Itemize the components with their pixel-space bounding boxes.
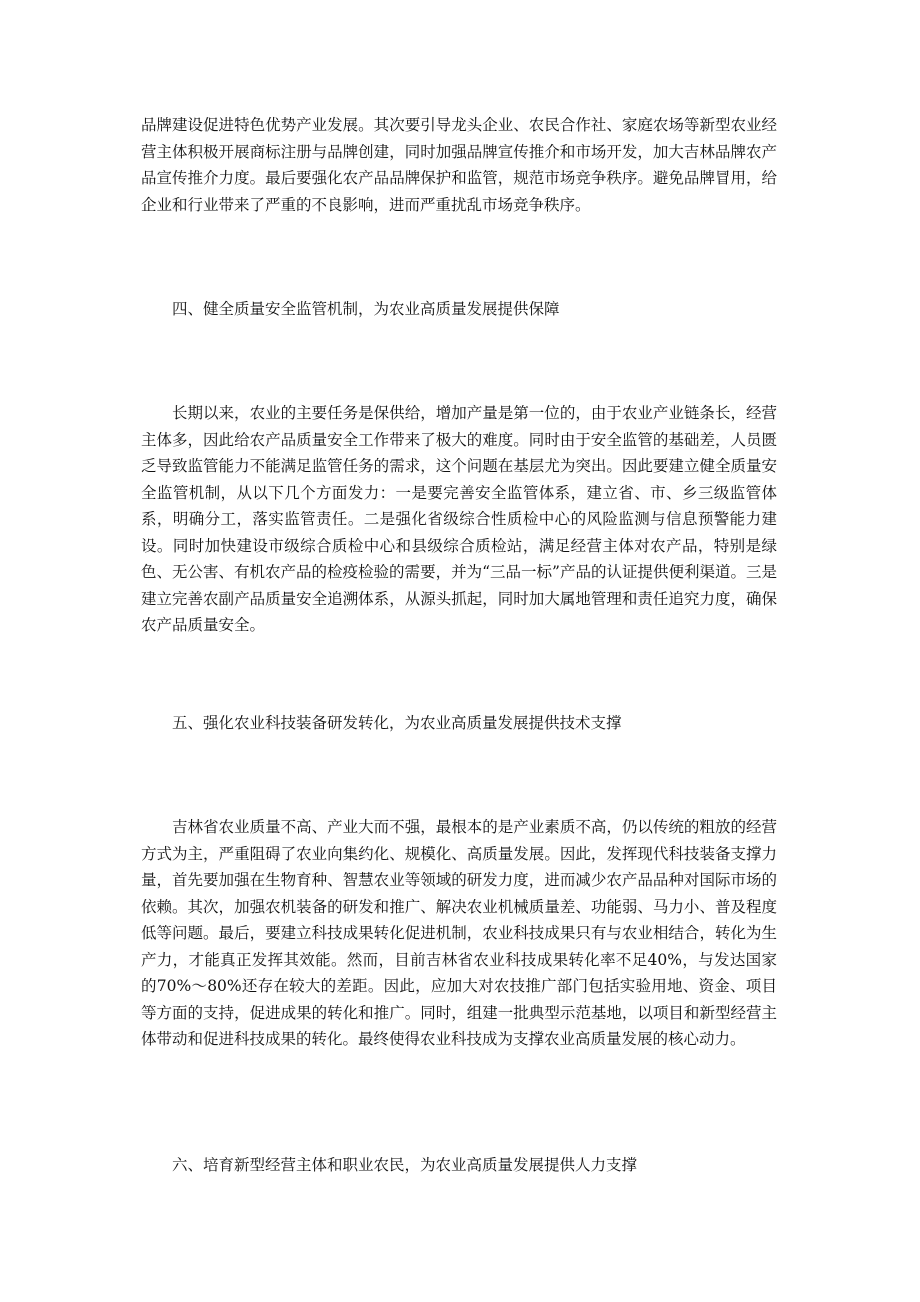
body-paragraph: 吉林省农业质量不高、产业大而不强，最根本的是产业素质不高，仍以传统的粗放的经营方式为主，严重阻碍了农业向集约化、规模化、高质量发展。因此，发挥现代科技装备支撑力量，首先要加强在生物育种、智慧农业等领域的研发力度，进而减少农产品品种对国际市场的依赖。其次，加强农机装备的研发和推广、解决农业机械质量差、功能弱、马力小、普及程度低等问题。最后，要建立科技成果转化促进机制，农业科技成果只有与农业相结合，转化为生产力，才能真正发挥其效能。然而，目前吉林省农业科技成果转化率不足40%，与发达国家的70%～80%还存在较大的差距。因此，应加大对农技推广部门包括实验用地、资金、项目等方面的支持，促进成果的转化和推广。同时，组建一批典型示范基地，以项目和新型经营主体带动和促进科技成果的转化。最终使得农业科技成为支撑农业高质量发展的核心动力。 — [141, 818, 777, 1048]
section-heading-5: 五、强化农业科技装备研发转化，为农业高质量发展提供技术支撑 — [172, 714, 622, 732]
body-paragraph: 品牌建设促进特色优势产业发展。其次要引导龙头企业、农民合作社、家庭农场等新型农业经营主体积极开展商标注册与品牌创建，同时加强品牌宣传推介和市场开发，加大吉林品牌农产品宣传推介力度。最后要强化农产品品牌保护和监管，规范市场竞争秩序。避免品牌冒用，给企业和行业带来了严重的不良影响，进而严重扰乱市场竞争秩序。 — [141, 116, 777, 214]
section-heading-6: 六、培育新型经营主体和职业农民，为农业高质量发展提供人力支撑 — [172, 1156, 638, 1174]
section-heading-4: 四、健全质量安全监管机制，为农业高质量发展提供保障 — [172, 300, 560, 318]
body-paragraph: 长期以来，农业的主要任务是保供给，增加产量是第一位的，由于农业产业链条长，经营主体多，因此给农产品质量安全工作带来了极大的难度。同时由于安全监管的基础差，人员匮乏导致监管能力不能满足监管任务的需求，这个问题在基层尤为突出。因此要建立健全质量安全监管机制，从以下几个方面发力：一是要完善安全监管体系，建立省、市、乡三级监管体系，明确分工，落实监管责任。二是强化省级综合性质检中心的风险监测与信息预警能力建设。同时加快建设市级综合质检中心和县级综合质检站，满足经营主体对农产品，特别是绿色、无公害、有机农产品的检疫检验的需要，并为“三品一标”产品的认证提供便利渠道。三是建立完善农副产品质量安全追溯体系，从源头抓起，同时加大属地管理和责任追究力度，确保农产品质量安全。 — [141, 404, 777, 634]
